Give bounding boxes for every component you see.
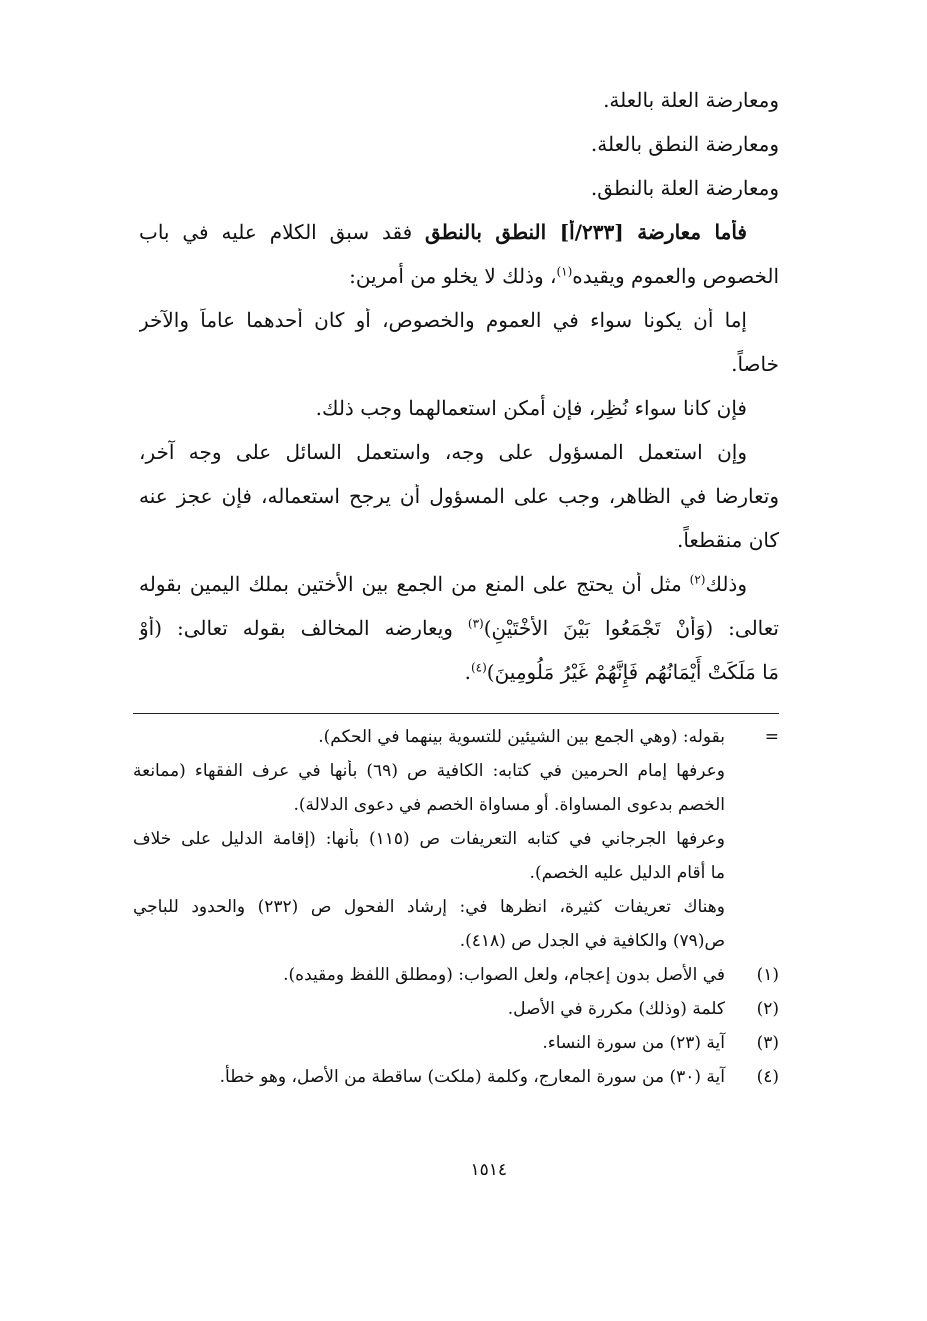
text-line bbox=[139, 220, 779, 264]
footnote-continued bbox=[133, 726, 779, 748]
text-line: خاصاً. bbox=[731, 352, 779, 376]
text-line: ومعارضة النطق بالعلة. bbox=[590, 132, 779, 156]
footnote-continued: ص(٧٩) والكافية في الجدل ص (٤١٨). bbox=[459, 931, 725, 951]
footnote-continued: الخصم بدعوى المساواة. أو مساواة الخصم في دعوى الدلالة). bbox=[293, 795, 725, 815]
footnote-ref: (٣) bbox=[467, 616, 484, 631]
text-span: الخصوص والعموم ويقيده bbox=[572, 264, 779, 288]
footnote-ref: (٤) bbox=[470, 660, 487, 675]
footnote-continued: وعرفها الجرجاني في كتابه التعريفات ص (١١٥) بأنها: (إقامة الدليل على خلاف bbox=[133, 829, 725, 849]
quran-quote: تعالى: (وَأَنْ تَجْمَعُوا بَيْنَ الأُخْتَيْنِ) bbox=[483, 616, 779, 640]
continuation-mark: = bbox=[764, 727, 779, 747]
quran-quote: مَا مَلَكَتْ أَيْمَانُهُم فَإِنَّهُمْ غَيْرُ مَلُومِينَ) bbox=[486, 660, 779, 684]
text-span: فقد سبق الكلام عليه في باب bbox=[139, 220, 426, 244]
footnotes bbox=[133, 726, 779, 1100]
text-span: مثل أن يحتج على المنع من الجمع بين الأختين بملك اليمين بقوله bbox=[139, 572, 690, 596]
text-line: وإن استعمل المسؤول على وجه، واستعمل السائل على وجه آخر، bbox=[139, 440, 747, 464]
text-line: فإن كانا سواء نُظِر، فإن أمكن استعمالهما وجب ذلك. bbox=[315, 396, 747, 420]
footnote-text: في الأصل بدون إعجام، ولعل الصواب: (ومطلق اللفظ ومقيده). bbox=[283, 965, 725, 985]
footnote-ref: (١) bbox=[556, 264, 573, 279]
footnote bbox=[133, 1066, 779, 1088]
footnote-ref: (٢) bbox=[689, 572, 706, 587]
text-line bbox=[139, 660, 779, 704]
footnote-text: آية (٣٠) من سورة المعارج، وكلمة (ملكت) ساقطة من الأصل، وهو خطأ. bbox=[219, 1067, 725, 1087]
text-span: وذلك bbox=[705, 572, 747, 596]
footnote bbox=[133, 1032, 779, 1054]
text-line: كان منقطعاً. bbox=[676, 528, 779, 552]
footnote bbox=[133, 964, 779, 986]
footnote-text: آية (٢٣) من سورة النساء. bbox=[542, 1033, 725, 1053]
bold-phrase: فأما معارضة [٢٣٣/أ] النطق بالنطق bbox=[425, 220, 747, 244]
footnote-number: (٢) bbox=[756, 999, 779, 1019]
footnote-divider bbox=[133, 713, 779, 714]
text-line bbox=[139, 264, 779, 308]
footnote-number: (٤) bbox=[756, 1067, 779, 1087]
text-span: ، وذلك لا يخلو من أمرين: bbox=[349, 264, 557, 288]
footnote-continued: وهناك تعريفات كثيرة، انظرها في: إرشاد الفحول ص (٢٣٢) والحدود للباجي bbox=[133, 897, 725, 917]
footnote-text: بقوله: (وهي الجمع بين الشيئين للتسوية بينهما في الحكم). bbox=[318, 727, 725, 747]
footnote-continued: ما أقام الدليل عليه الخصم). bbox=[529, 863, 725, 883]
page-number: ١٥١٤ bbox=[470, 1160, 507, 1180]
footnote-number: (١) bbox=[756, 965, 779, 985]
text-line: ومعارضة العلة بالعلة. bbox=[603, 88, 779, 112]
text-span: . bbox=[464, 660, 471, 684]
text-line bbox=[139, 616, 779, 660]
text-line bbox=[139, 572, 779, 616]
text-line: وتعارضا في الظاهر، وجب على المسؤول أن يرجح استعماله، فإن عجز عنه bbox=[139, 484, 779, 508]
text-span: ويعارضه المخالف بقوله تعالى: (أَوْ bbox=[139, 616, 468, 640]
footnote-continued: وعرفها إمام الحرمين في كتابه: الكافية ص (٦٩) بأنها في عرف الفقهاء (ممانعة bbox=[133, 761, 726, 781]
text-line: إما أن يكونا سواء في العموم والخصوص، أو كان أحدهما عاماً والآخر bbox=[139, 308, 747, 332]
text-line: ومعارضة العلة بالنطق. bbox=[590, 176, 779, 200]
footnote-text: كلمة (وذلك) مكررة في الأصل. bbox=[507, 999, 725, 1019]
main-text bbox=[139, 88, 779, 704]
footnote bbox=[133, 998, 779, 1020]
footnote-number: (٣) bbox=[756, 1033, 779, 1053]
